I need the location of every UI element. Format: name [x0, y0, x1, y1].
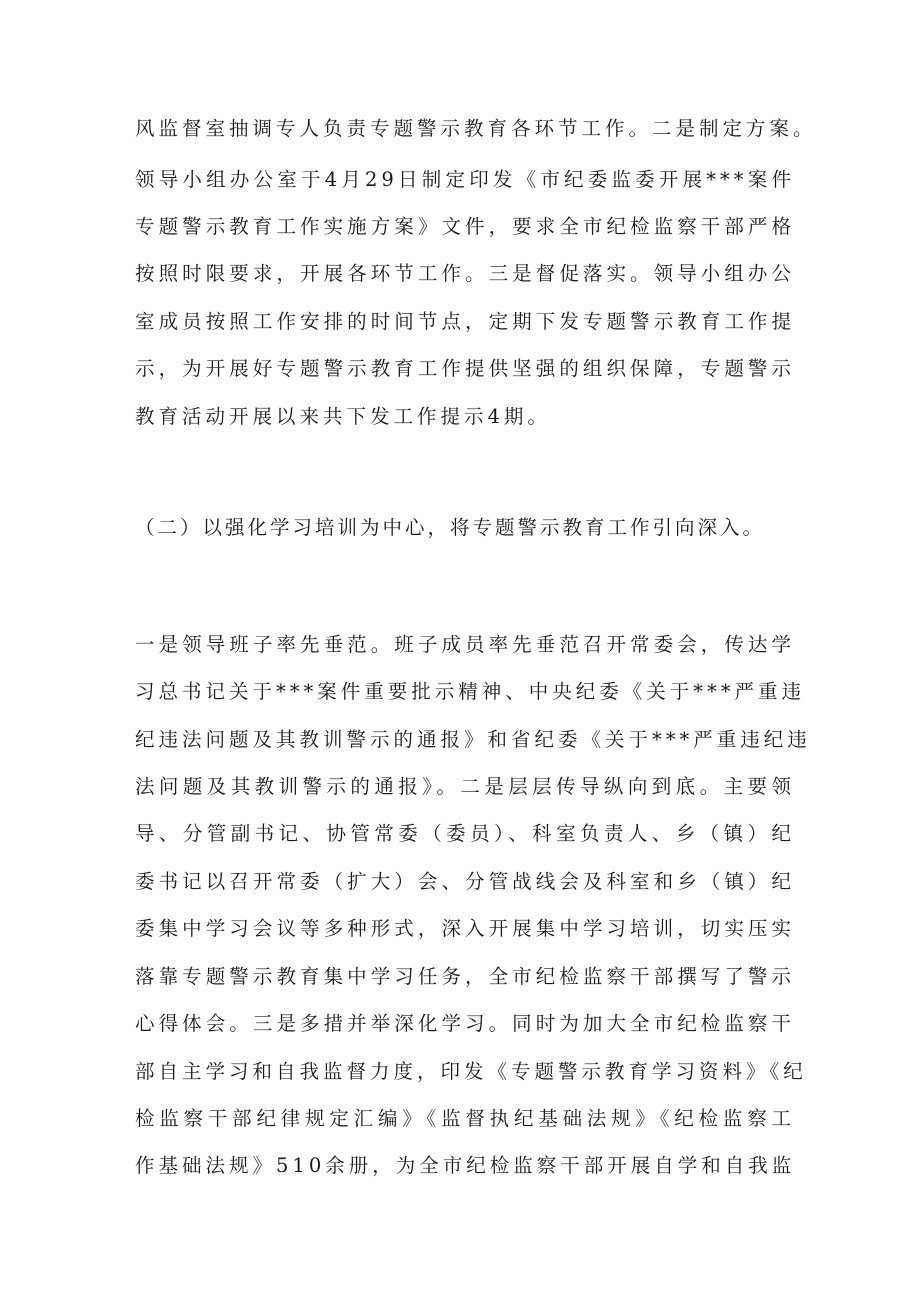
paragraph-2-line-2: 习总书记关于***案件重要批示精神、中央纪委《关于***严重违	[135, 680, 806, 703]
paragraph-1-line-3: 专题警示教育工作实施方案》文件，要求全市纪检监察干部严格	[135, 215, 795, 238]
paragraph-1-line-5: 室成员按照工作安排的时间节点，定期下发专题警示教育工作提	[135, 310, 795, 333]
paragraph-2-line-1: 一是领导班子率先垂范。班子成员率先垂范召开常委会，传达学	[135, 633, 795, 656]
paragraph-2-line-6: 委书记以召开常委（扩大）会、分管战线会及科室和乡（镇）纪	[135, 870, 795, 893]
paragraph-1-line-1: 风监督室抽调专人负责专题警示教育各环节工作。二是制定方案。	[135, 117, 817, 140]
paragraph-2-line-8: 落靠专题警示教育集中学习任务，全市纪检监察干部撰写了警示	[135, 965, 795, 988]
paragraph-2-line-10: 部自主学习和自我监督力度，印发《专题警示教育学习资料》《纪	[135, 1060, 807, 1083]
paragraph-1-line-2: 领导小组办公室于4月29日制定印发《市纪委监委开展***案件	[135, 168, 795, 191]
paragraph-2-line-12: 作基础法规》510余册，为全市纪检监察干部开展自学和自我监	[135, 1154, 796, 1177]
paragraph-2-line-7: 委集中学习会议等多种形式，深入开展集中学习培训，切实压实	[135, 917, 795, 940]
paragraph-2-line-11: 检监察干部纪律规定汇编》《监督执纪基础法规》《纪检监察工	[135, 1107, 795, 1130]
paragraph-1-line-4: 按照时限要求，开展各环节工作。三是督促落实。领导小组办公	[135, 262, 795, 285]
paragraph-2-line-9: 心得体会。三是多措并举深化学习。同时为加大全市纪检监察干	[135, 1012, 795, 1035]
paragraph-2-line-3: 纪违法问题及其教训警示的通报》和省纪委《关于***严重违纪违	[135, 728, 811, 751]
paragraph-2-line-4: 法问题及其教训警示的通报》。二是层层传导纵向到底。主要领	[135, 775, 795, 798]
paragraph-1-line-6: 示，为开展好专题警示教育工作提供坚强的组织保障，专题警示	[135, 357, 795, 380]
paragraph-2-line-5: 导、分管副书记、协管常委（委员）、科室负责人、乡（镇）纪	[135, 822, 795, 845]
section-heading-2: （二）以强化学习培训为中心，将专题警示教育工作引向深入。	[135, 516, 766, 539]
paragraph-1-line-7: 教育活动开展以来共下发工作提示4期。	[135, 405, 551, 428]
